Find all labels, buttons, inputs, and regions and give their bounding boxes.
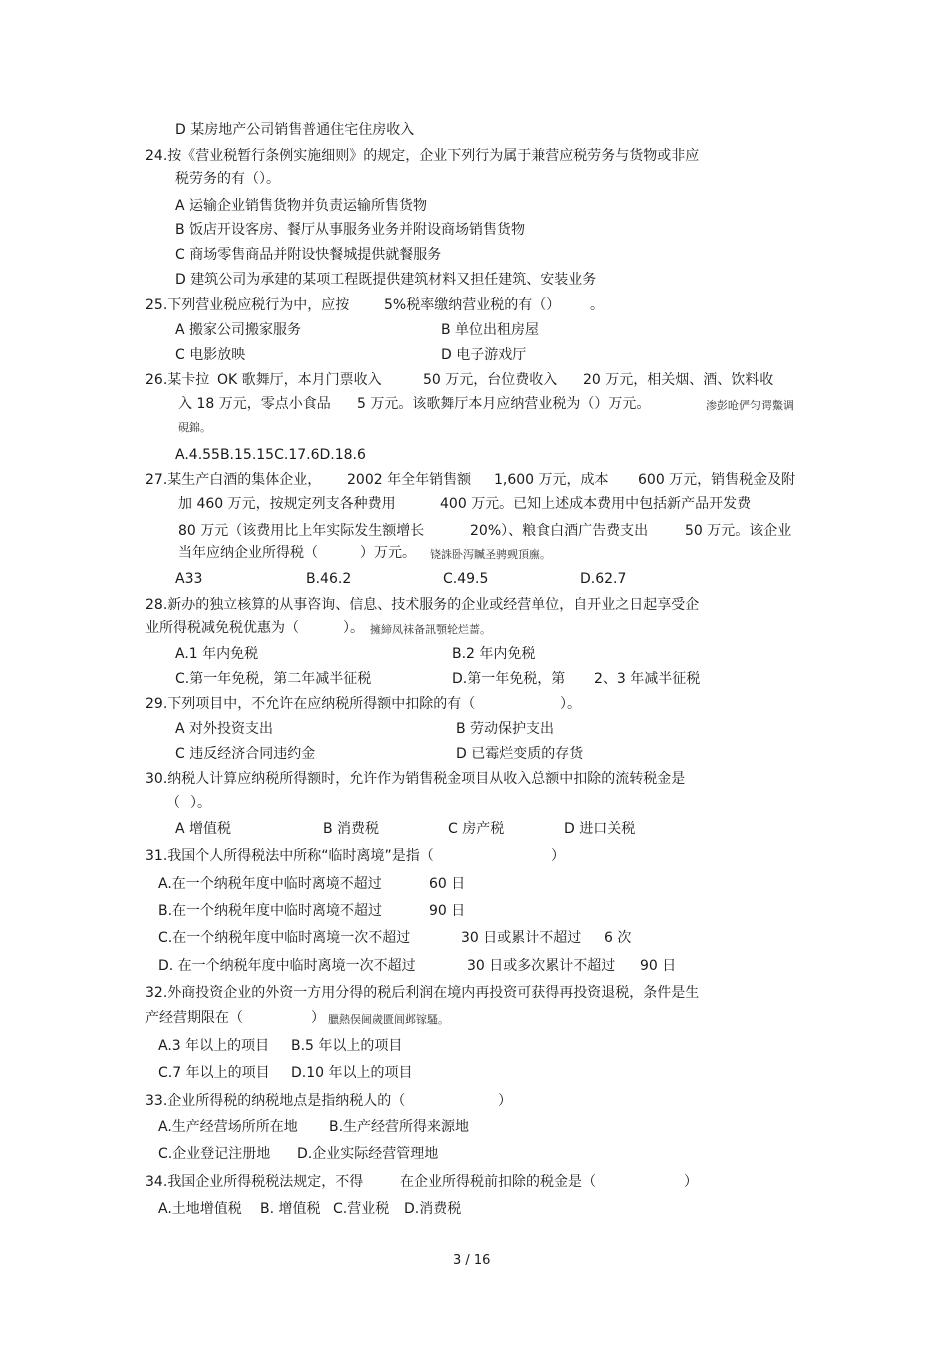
question-27: 27.某生产白酒的集体企业， — [145, 472, 322, 488]
page-number: 3 / 16 — [453, 1253, 491, 1268]
option-text: D 进口关税 — [564, 821, 636, 837]
option-text: D. 在一个纳税年度中临时离境一次不超过 — [158, 958, 416, 974]
question-text-fragment: ） — [551, 848, 565, 864]
option-text: A 增值税 — [175, 821, 232, 837]
option-text: 90 日 — [640, 958, 677, 974]
option-text: B.在一个纳税年度中临时离境不超过 — [158, 903, 383, 919]
option-text: D.10 年以上的项目 — [291, 1065, 413, 1081]
question-26: 26.某卡拉 — [145, 372, 210, 388]
option-text: 6 次 — [604, 930, 632, 946]
question-text-fragment: ） — [684, 1174, 698, 1190]
question-text-fragment: 1,600 万元，成本 — [494, 472, 609, 488]
option-text: B. 增值税 — [260, 1201, 321, 1217]
option-text: A.3 年以上的项目 — [158, 1038, 270, 1054]
option-text: D.第一年免税，第 — [452, 671, 566, 687]
option-text: A.4.55B.15.15C.17.6D.18.6 — [175, 447, 366, 463]
question-text-fragment: ）。 — [343, 620, 364, 636]
question-32: 32.外商投资企业的外资一方用分得的税后利润在境内再投资可获得再投资退税，条件是生 — [145, 985, 700, 1001]
question-text-fragment: ） — [498, 1093, 512, 1109]
garbled-text: 铙誅卧泻贓圣骋觋頂廡。 — [430, 548, 551, 561]
option-text: B.生产经营所得来源地 — [329, 1119, 470, 1135]
question-text-fragment: 50 万元，台位费收入 — [423, 372, 558, 388]
option-text: B 消费税 — [323, 821, 380, 837]
question-text-fragment: OK 歌舞厅，本月门票收入 — [217, 372, 382, 388]
garbled-text: 渗彭呛俨匀谔鱉调 — [706, 399, 794, 412]
option-text: A 搬家公司搬家服务 — [175, 322, 302, 338]
option-text: B 单位出租房屋 — [441, 322, 540, 338]
option-text: B 劳动保护支出 — [456, 721, 555, 737]
question-34: 34.我国企业所得税税法规定，不得 — [145, 1174, 364, 1190]
option-text: D 已霉烂变质的存货 — [456, 746, 584, 762]
option-text: C.第一年免税，第二年减半征税 — [175, 671, 372, 687]
option-text: A.在一个纳税年度中临时离境不超过 — [158, 876, 382, 892]
question-text-fragment: ）。 — [560, 696, 581, 712]
option-text: A.土地增值税 — [158, 1201, 242, 1217]
option-text: D 某房地产公司销售普通住宅住房收入 — [175, 122, 415, 138]
option-text: A 运输企业销售货物并负责运输所售货物 — [175, 198, 428, 214]
option-text: C 房产税 — [448, 821, 505, 837]
question-text-fragment: ） — [311, 1010, 325, 1026]
question-text-fragment: 5 万元。该歌舞厅本月应纳营业税为（）万元。 — [357, 396, 651, 412]
option-text: 60 日 — [429, 876, 466, 892]
option-text: C.49.5 — [443, 571, 489, 587]
question-text-fragment: （ — [166, 795, 180, 811]
question-text-fragment: 当年应纳企业所得税（ — [178, 545, 318, 561]
question-text-fragment: 产经营期限在（ — [145, 1010, 243, 1026]
option-text: 30 日或累计不超过 — [461, 930, 582, 946]
question-text-fragment: 400 万元。已知上述成本费用中包括新产品开发费 — [440, 496, 752, 512]
option-text: D.消费税 — [404, 1201, 462, 1217]
option-text: C.在一个纳税年度中临时离境一次不超过 — [158, 930, 411, 946]
garbled-text: 臘熱俣阃歲匱阊邺镓騷。 — [328, 1013, 449, 1026]
option-text: C.7 年以上的项目 — [158, 1065, 270, 1081]
option-text: A.生产经营场所所在地 — [158, 1119, 298, 1135]
question-text-fragment: 在企业所得税前扣除的税金是（ — [400, 1174, 596, 1190]
question-text-fragment: 业所得税减免税优惠为（ — [145, 620, 299, 636]
option-text: 30 日或多次累计不超过 — [467, 958, 616, 974]
garbled-text: 擁締凤袜备訊顎轮烂蔷。 — [370, 623, 491, 636]
question-24-cont: 税劳务的有（）。 — [175, 171, 280, 187]
option-text: B.2 年内免税 — [452, 646, 536, 662]
question-29: 29.下列项目中，不允许在应纳税所得额中扣除的有（ — [145, 696, 476, 712]
question-text-fragment: 2002 年全年销售额 — [347, 472, 472, 488]
question-text-fragment: ）万元。 — [360, 545, 416, 561]
option-text: D 建筑公司为承建的某项工程既提供建筑材料又担任建筑、安装业务 — [175, 272, 597, 288]
option-text: C 违反经济合同违约金 — [175, 746, 316, 762]
option-text: A 对外投资支出 — [175, 721, 274, 737]
garbled-text: 硯錦。 — [178, 421, 211, 434]
option-text: D.62.7 — [580, 571, 627, 587]
question-28: 28.新办的独立核算的从事咨询、信息、技术服务的企业或经营单位，自开业之日起享受企 — [145, 597, 700, 613]
option-text: A.1 年内免税 — [175, 646, 259, 662]
question-text-fragment: 5%税率缴纳营业税的有（） — [384, 297, 561, 313]
question-30: 30.纳税人计算应纳税所得额时，允许作为销售税金项目从收入总额中扣除的流转税金是 — [145, 771, 686, 787]
option-text: B 饭店开设客房、餐厅从事服务业务并附设商场销售货物 — [175, 222, 526, 238]
question-24: 24.按《营业税暂行条例实施细则》的规定，企业下列行为属于兼营应税劳务与货物或非应 — [145, 148, 700, 164]
question-text-fragment: 50 万元。该企业 — [685, 523, 792, 539]
question-31: 31.我国个人所得税法中所称“临时离境”是指（ — [145, 848, 434, 864]
option-text: 2、3 年减半征税 — [594, 671, 701, 687]
question-text-fragment: ）。 — [190, 795, 211, 811]
question-25: 25.下列营业税应税行为中，应按 — [145, 297, 350, 313]
question-text-fragment: 入 18 万元，零点小食品 — [178, 396, 331, 412]
option-text: D 电子游戏厅 — [441, 347, 527, 363]
question-text-fragment: 加 460 万元，按规定列支各种费用 — [178, 496, 396, 512]
option-text: A33 — [175, 571, 203, 587]
question-text-fragment: 20%）、粮食白酒广告费支出 — [470, 523, 649, 539]
question-text-fragment: 20 万元，相关烟、酒、饮料收 — [583, 372, 774, 388]
question-text-fragment: 80 万元（该费用比上年实际发生额增长 — [178, 523, 425, 539]
question-text-fragment: 600 万元，销售税金及附 — [638, 472, 796, 488]
option-text: B.46.2 — [306, 571, 352, 587]
option-text: C 商场零售商品并附设快餐城提供就餐服务 — [175, 247, 442, 263]
option-text: 90 日 — [429, 903, 466, 919]
option-text: B.5 年以上的项目 — [291, 1038, 403, 1054]
option-text: C.营业税 — [333, 1201, 390, 1217]
option-text: C.企业登记注册地 — [158, 1146, 271, 1162]
option-text: D.企业实际经营管理地 — [297, 1146, 439, 1162]
question-text-fragment: 。 — [590, 297, 604, 313]
question-33: 33.企业所得税的纳税地点是指纳税人的（ — [145, 1093, 406, 1109]
option-text: C 电影放映 — [175, 347, 246, 363]
